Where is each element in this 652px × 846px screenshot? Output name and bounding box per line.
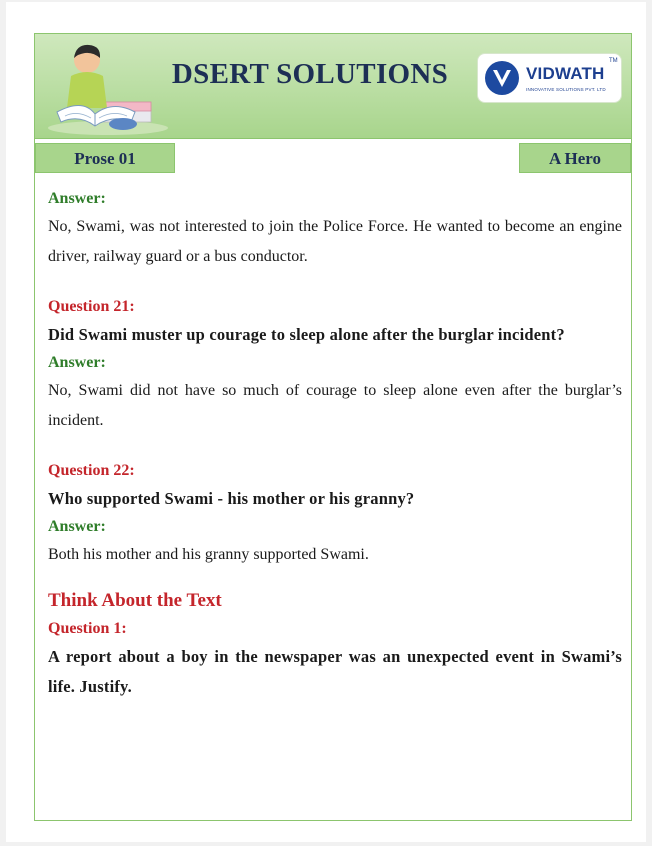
- question-label: Question 1:: [48, 620, 127, 637]
- question-text: A report about a boy in the newspaper was an unexpected event in Swami’s life. Justify.: [48, 647, 622, 696]
- answer-text: Both his mother and his granny supported Swami.: [48, 546, 369, 563]
- question-text: Who supported Swami - his mother or his granny?: [48, 489, 415, 508]
- answer-text: No, Swami, was not interested to join the Police Force. He wanted to become an engine driver, railway guard or a bus conductor.: [48, 218, 622, 265]
- answer-label: Answer:: [48, 518, 106, 535]
- page: [6, 2, 646, 842]
- answer-label: Answer:: [48, 354, 106, 371]
- logo-tagline: INNOVATIVE SOLUTIONS PVT. LTD: [526, 87, 606, 92]
- question-text: Did Swami muster up courage to sleep alone after the burglar incident?: [48, 325, 565, 344]
- vidwath-logo: [478, 54, 621, 102]
- content-body: [48, 186, 622, 702]
- vidwath-v-logo-icon: [484, 60, 520, 96]
- logo-trademark: TM: [609, 58, 618, 64]
- question-label: Question 21:: [48, 298, 135, 315]
- brand-title: DSERT SOLUTIONS: [171, 58, 449, 90]
- section-title: Think About the Text: [48, 590, 222, 611]
- answer-text: No, Swami did not have so much of courage to sleep alone even after the burglar’s incident.: [48, 382, 622, 429]
- content-frame: [34, 33, 632, 821]
- logo-name: VIDWATH: [526, 64, 605, 83]
- chapter-tab: Prose 01: [35, 143, 175, 173]
- answer-label: Answer:: [48, 190, 106, 207]
- header-banner: [35, 34, 631, 139]
- lesson-title-tab: A Hero: [519, 143, 631, 173]
- question-label: Question 22:: [48, 462, 135, 479]
- reading-boy-illustration: [43, 40, 173, 136]
